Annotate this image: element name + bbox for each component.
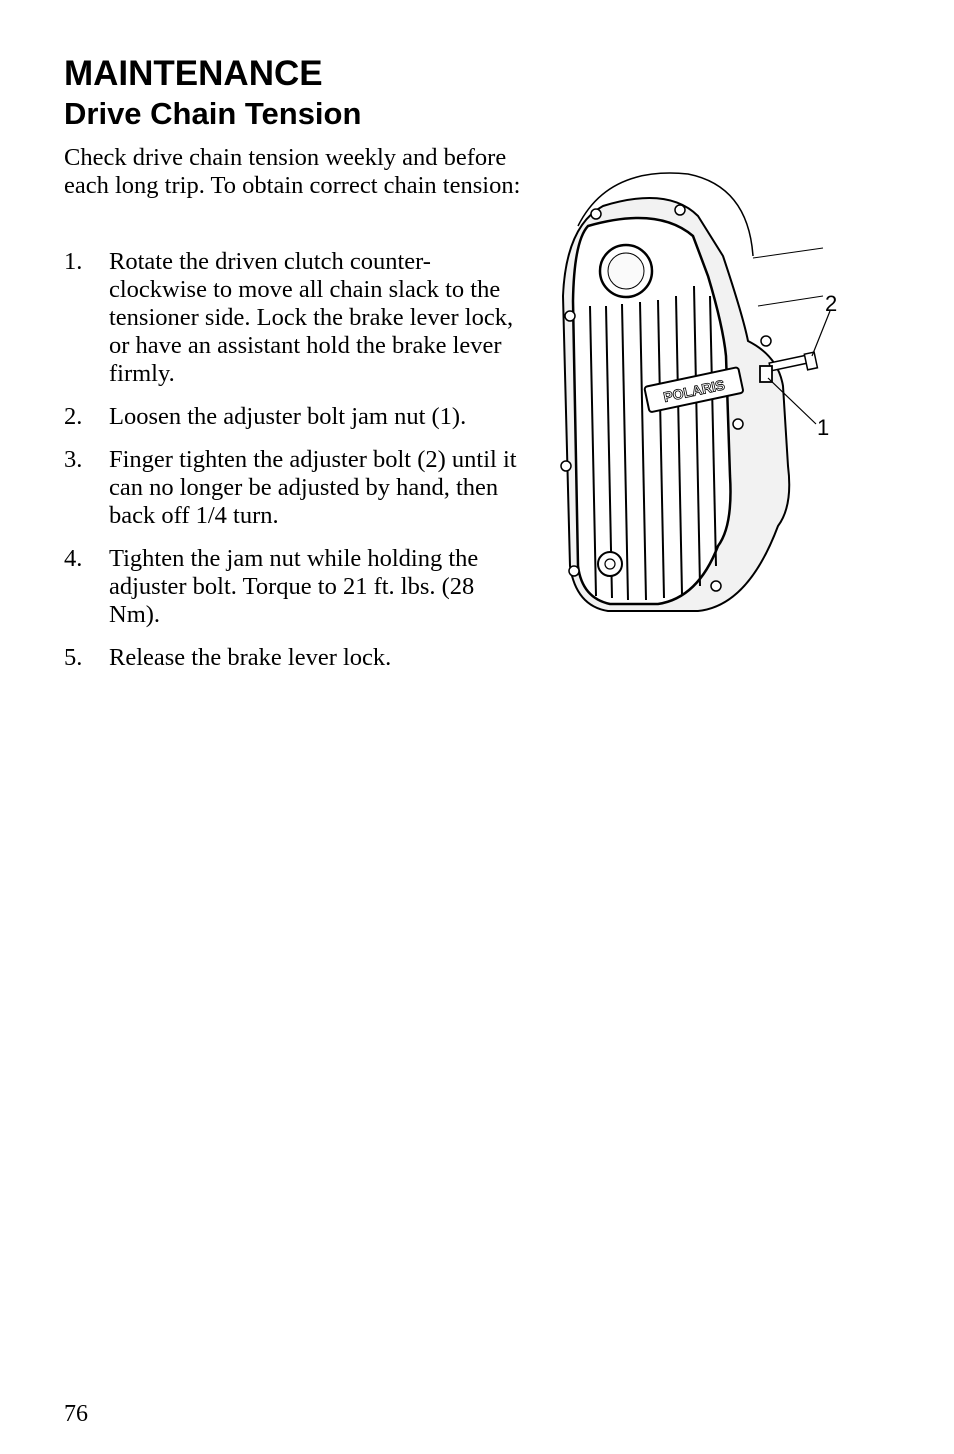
step-item xyxy=(64,545,524,629)
step-number: 5. xyxy=(64,644,83,671)
step-item xyxy=(64,248,524,388)
leader-line-2 xyxy=(812,311,830,356)
section-title: MAINTENANCE xyxy=(64,54,323,93)
drain-plug xyxy=(598,552,622,576)
step-number: 3. xyxy=(64,446,83,473)
page-number: 76 xyxy=(64,1401,88,1427)
logo-text: POLARIS xyxy=(661,376,727,406)
step-number: 4. xyxy=(64,545,83,572)
step-text: Finger tighten the adjuster bolt (2) until it can no longer be adjusted by hand, then back off 1/4 turn. xyxy=(109,446,517,529)
step-number: 2. xyxy=(64,403,83,430)
axle-line-bottom xyxy=(758,296,823,306)
step-number: 1. xyxy=(64,248,83,275)
callout-label-1: 1 xyxy=(817,415,830,440)
subsection-title: Drive Chain Tension xyxy=(64,96,362,131)
step-text: Tighten the jam nut while holding the adjuster bolt. Torque to 21 ft. lbs. (28 Nm). xyxy=(109,545,479,628)
step-item xyxy=(64,446,524,530)
step-item xyxy=(64,403,524,431)
step-text: Rotate the driven clutch counter-clockwise to move all chain slack to the tensioner side. Lock the brake lever lock, or have an assistant hold the brake lever firmly. xyxy=(109,248,514,387)
step-item xyxy=(64,644,524,672)
adjuster-bolt-head xyxy=(804,352,817,370)
intro-paragraph: Check drive chain tension weekly and before each long trip. To obtain correct chain tension: xyxy=(64,144,521,199)
steps-list xyxy=(64,248,524,687)
chaincase-illustration xyxy=(548,166,848,616)
step-text: Loosen the adjuster bolt jam nut (1). xyxy=(109,403,467,430)
axle-line-top xyxy=(753,248,823,258)
callout-label-2: 2 xyxy=(825,291,838,316)
step-text: Release the brake lever lock. xyxy=(109,644,392,671)
